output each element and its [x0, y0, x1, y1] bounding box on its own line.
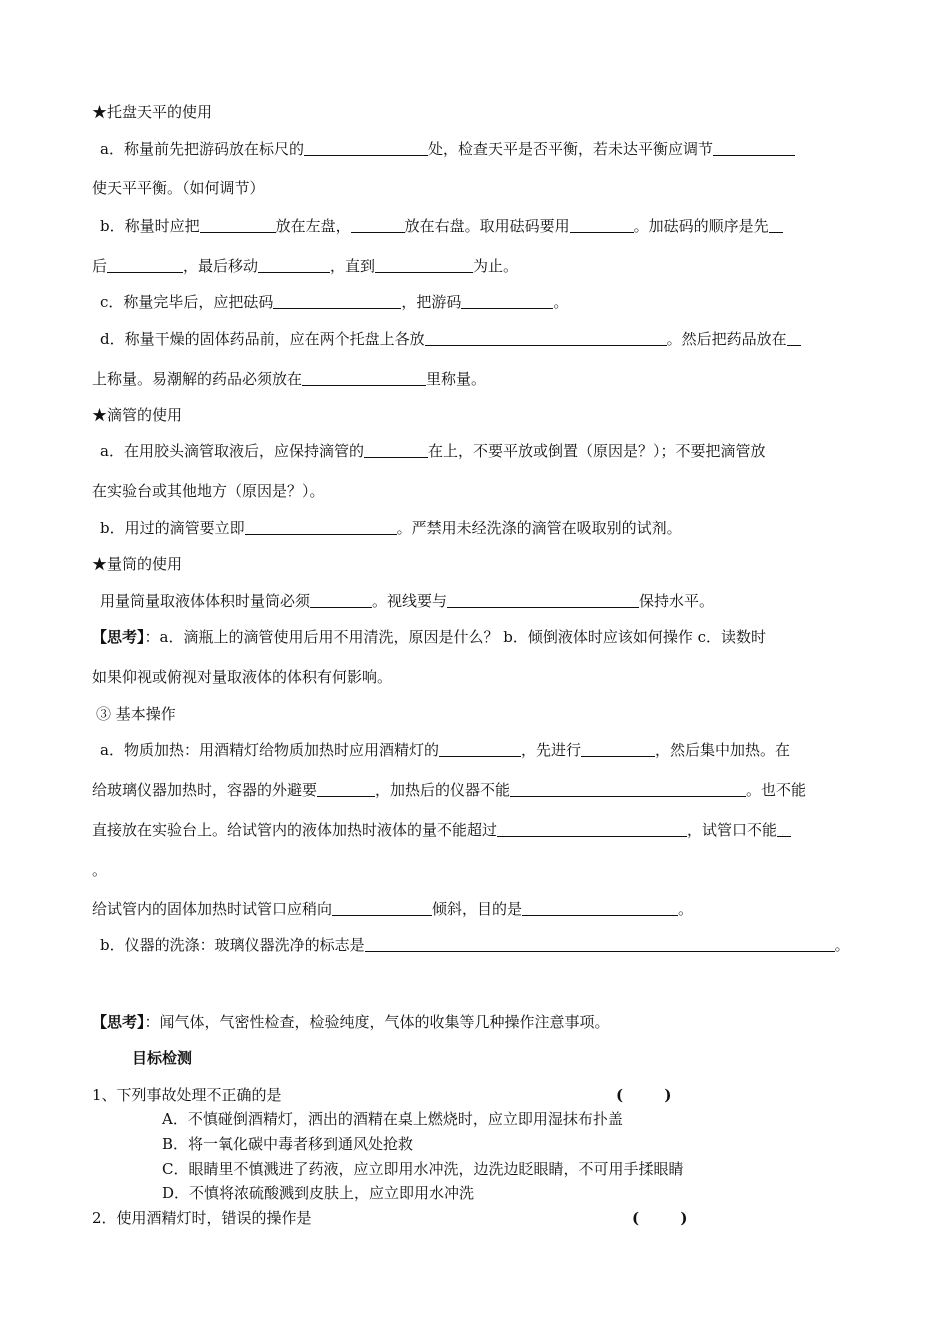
- blank[interactable]: [302, 370, 426, 386]
- blank[interactable]: [581, 741, 655, 757]
- dropper-b-text-2: 。严禁用未经洗涤的滴管在吸取别的试剂。: [396, 519, 682, 537]
- blank[interactable]: [425, 330, 667, 346]
- blank[interactable]: [439, 741, 521, 757]
- balance-item-d: [100, 329, 801, 349]
- blank[interactable]: [787, 330, 801, 346]
- balance-b-text-1: b．称量时应把: [100, 217, 200, 235]
- balance-item-a-cont: 使天平平衡。（如何调节）: [92, 179, 265, 197]
- cylinder-text-2: 。视线要与: [372, 592, 448, 610]
- balance-b-text-5: 后: [92, 257, 108, 275]
- answer-paren: ( ): [632, 1209, 706, 1227]
- q1-option-a: A．不慎碰倒酒精灯，洒出的酒精在桌上燃烧时，应立即用湿抹布扑盖: [162, 1110, 623, 1128]
- balance-item-a: [100, 139, 795, 159]
- balance-d-text-2: 。然后把药品放在: [666, 330, 787, 348]
- basic-a-text-3: ，然后集中加热。在: [654, 741, 790, 759]
- cylinder-item: [100, 591, 714, 611]
- balance-item-d-cont: [92, 369, 486, 389]
- blank[interactable]: [273, 293, 401, 309]
- think-2: [92, 1012, 610, 1032]
- cylinder-text-1: 用量筒量取液体体积时量筒必须: [100, 592, 311, 610]
- think-label: 【思考】: [92, 628, 145, 646]
- cylinder-text-3: 保持水平。: [639, 592, 715, 610]
- basic-a-text-2: ，先进行: [520, 741, 581, 759]
- blank[interactable]: [245, 519, 397, 535]
- question-2-text: 2．使用酒精灯时，错误的操作是: [92, 1209, 312, 1227]
- question-1: [92, 1085, 282, 1105]
- balance-d-text-4: 里称量。: [426, 370, 487, 388]
- balance-c-text-1: c．称量完毕后，应把砝码: [100, 293, 274, 311]
- balance-b-text-2: 放在左盘，: [275, 217, 351, 235]
- balance-b-text-4: 。加砝码的顺序是先: [633, 217, 769, 235]
- basic-a-text-5: ，加热后的仪器不能: [375, 781, 511, 799]
- blank[interactable]: [304, 140, 428, 156]
- q1-option-c: C．眼睛里不慎溅进了药液，应立即用水冲洗，边洗边眨眼睛，不可用手揉眼睛: [162, 1160, 684, 1178]
- blank[interactable]: [769, 217, 783, 233]
- answer-paren: ( ): [616, 1086, 690, 1104]
- balance-a-text-2: 处，检查天平是否平衡，若未达平衡应调节: [427, 140, 713, 158]
- basic-b-text-1: b．仪器的洗涤：玻璃仪器洗净的标志是: [100, 936, 365, 954]
- basic-b-text-2: 。: [834, 936, 850, 954]
- dropper-b-text-1: b．用过的滴管要立即: [100, 519, 245, 537]
- cylinder-heading: ★量筒的使用: [92, 555, 183, 573]
- blank[interactable]: [522, 900, 678, 916]
- balance-heading: ★托盘天平的使用: [92, 103, 213, 121]
- balance-c-text-3: 。: [553, 293, 569, 311]
- question-1-text: 1、下列事故处理不正确的是: [92, 1086, 282, 1104]
- basic-heading: ③ 基本操作: [96, 705, 176, 723]
- blank[interactable]: [510, 781, 746, 797]
- balance-c-text-2: ，把游码: [401, 293, 462, 311]
- target-heading: 目标检测: [132, 1049, 193, 1067]
- basic-item-a-end: 。: [92, 861, 108, 879]
- blank[interactable]: [375, 257, 473, 273]
- think-text: ：闻气体，气密性检查，检验纯度，气体的收集等几种操作注意事项。: [144, 1013, 610, 1031]
- think-label: 【思考】: [92, 1013, 145, 1031]
- balance-d-text-3: 上称量。易潮解的药品必须放在: [92, 370, 303, 388]
- basic-a-text-7: 直接放在实验台上。给试管内的液体加热时液体的量不能超过: [92, 821, 498, 839]
- balance-b-text-7: ，直到: [330, 257, 376, 275]
- question-2-answer-paren[interactable]: [632, 1208, 706, 1228]
- dropper-a-text-1: a．在用胶头滴管取液后，应保持滴管的: [100, 442, 364, 460]
- basic-item-a-cont-1: [92, 780, 806, 800]
- question-2: [92, 1208, 312, 1228]
- blank[interactable]: [310, 592, 372, 608]
- blank[interactable]: [570, 217, 634, 233]
- think-1-cont: 如果仰视或俯视对量取液体的体积有何影响。: [92, 668, 393, 686]
- balance-d-text-1: d．称量干燥的固体药品前，应在两个托盘上各放: [100, 330, 425, 348]
- basic-a-text-11: 倾斜，目的是: [432, 900, 523, 918]
- balance-item-b: [100, 216, 783, 236]
- balance-b-text-6: ，最后移动: [183, 257, 259, 275]
- blank[interactable]: [447, 592, 639, 608]
- basic-item-a-cont-3: [92, 899, 693, 919]
- balance-a-text-1: a．称量前先把游码放在标尺的: [100, 140, 304, 158]
- balance-item-b-cont: [92, 256, 518, 276]
- blank[interactable]: [332, 900, 432, 916]
- basic-a-text-6: 。也不能: [746, 781, 807, 799]
- q1-option-b: B．将一氧化碳中毒者移到通风处抢救: [162, 1135, 414, 1153]
- blank[interactable]: [351, 217, 405, 233]
- dropper-item-a-cont: 在实验台或其他地方（原因是？）。: [92, 482, 325, 500]
- dropper-a-text-2: 在上，不要平放或倒置（原因是？）；不要把滴管放: [427, 442, 766, 460]
- balance-item-c: [100, 292, 568, 312]
- basic-a-text-8: ，试管口不能: [687, 821, 778, 839]
- blank[interactable]: [497, 821, 687, 837]
- balance-b-text-8: 为止。: [473, 257, 519, 275]
- blank[interactable]: [461, 293, 553, 309]
- basic-item-b: [100, 935, 850, 955]
- basic-a-text-12: 。: [678, 900, 694, 918]
- balance-b-text-3: 放在右盘。取用砝码要用: [404, 217, 570, 235]
- think-1: [92, 627, 766, 647]
- dropper-item-b: [100, 518, 682, 538]
- basic-a-text-10: 给试管内的固体加热时试管口应稍向: [92, 900, 333, 918]
- blank[interactable]: [107, 257, 183, 273]
- q1-option-d: D．不慎将浓硫酸溅到皮肤上，应立即用水冲洗: [162, 1184, 475, 1202]
- dropper-item-a: [100, 441, 765, 461]
- blank[interactable]: [258, 257, 330, 273]
- basic-a-text-4: 给玻璃仪器加热时，容器的外避要: [92, 781, 318, 799]
- blank[interactable]: [317, 781, 375, 797]
- blank[interactable]: [713, 140, 795, 156]
- basic-a-text-1: a．物质加热：用酒精灯给物质加热时应用酒精灯的: [100, 741, 439, 759]
- blank[interactable]: [365, 936, 835, 952]
- dropper-heading: ★滴管的使用: [92, 406, 183, 424]
- think-text: ：a．滴瓶上的滴管使用后用不用清洗，原因是什么？ b．倾倒液体时应该如何操作 c．读数时: [144, 628, 767, 646]
- basic-item-a: [100, 740, 790, 760]
- question-1-answer-paren[interactable]: [616, 1085, 690, 1105]
- blank[interactable]: [200, 217, 276, 233]
- blank[interactable]: [777, 821, 791, 837]
- blank[interactable]: [364, 442, 428, 458]
- basic-item-a-cont-2: [92, 820, 791, 840]
